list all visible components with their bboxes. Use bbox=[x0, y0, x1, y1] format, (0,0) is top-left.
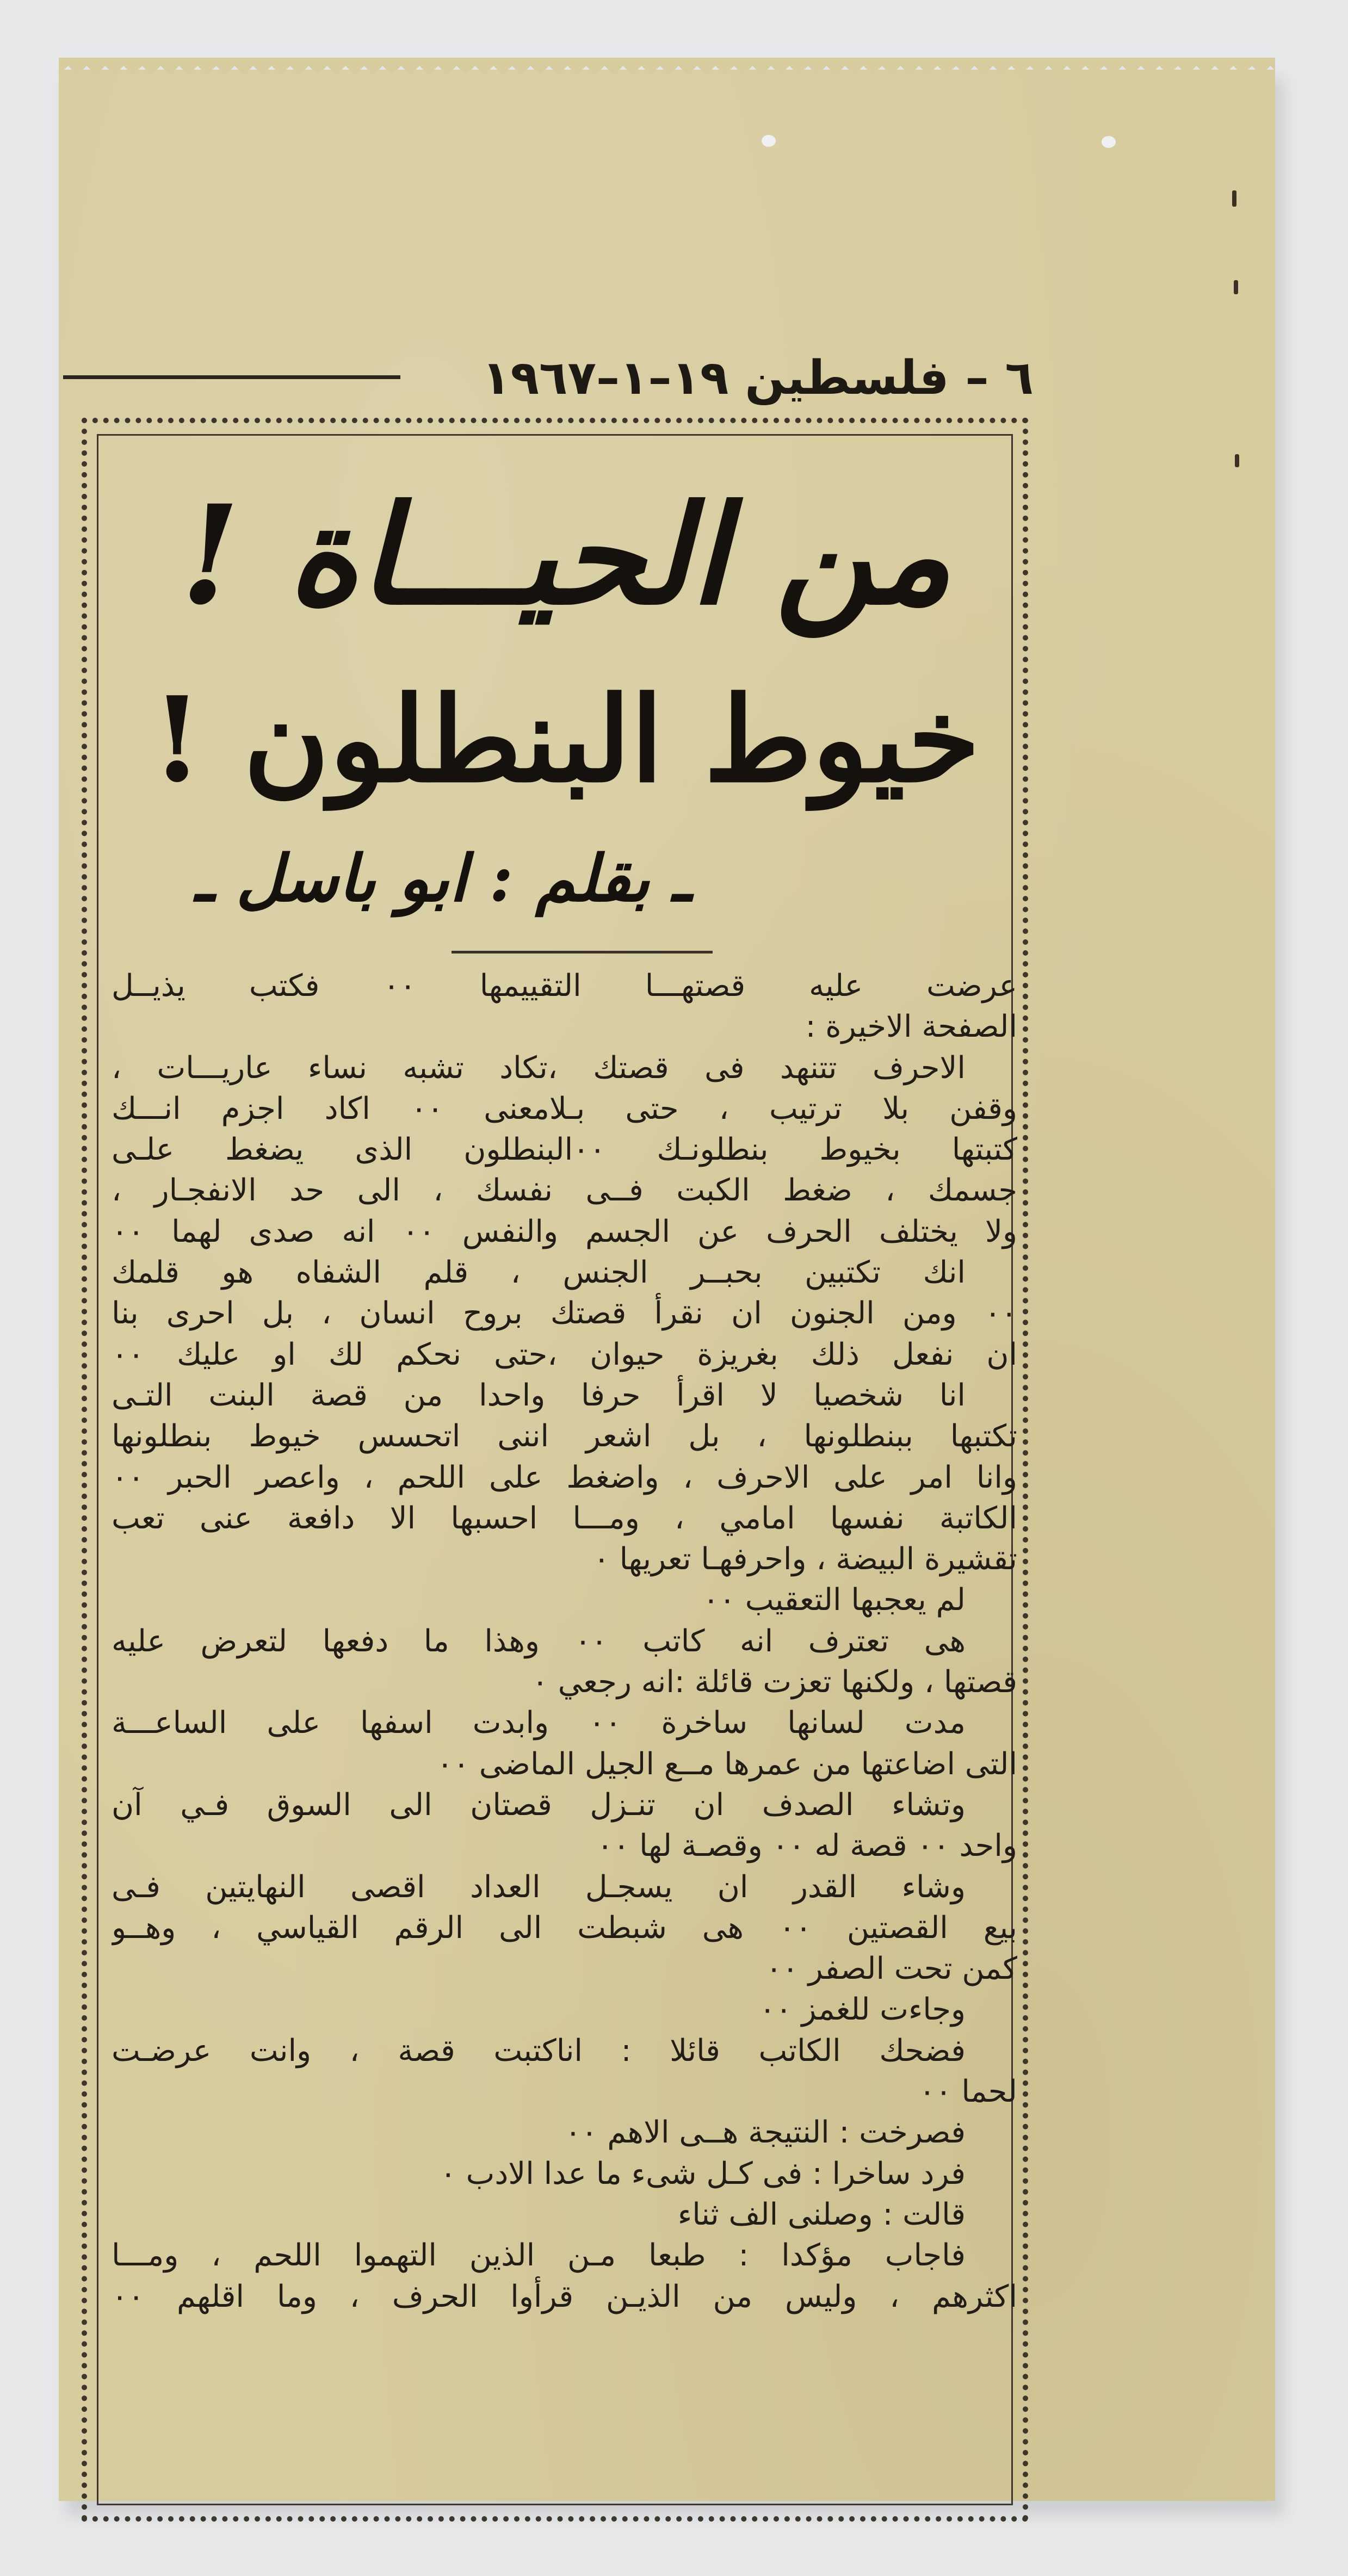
article-line: ٠٠ ومن الجنون ان نقرأ قصتك بروح انسان ، بل احرى بنا bbox=[112, 1296, 1017, 1332]
article-line: تقشيرة البيضة ، واحرفهـا تعريها ٠ bbox=[593, 1541, 1017, 1577]
ink-mark bbox=[1235, 454, 1239, 467]
article-line: فصرخت : النتيجة هــى الاهم ٠٠ bbox=[565, 2115, 966, 2151]
article-line: ولا يختلف الحرف عن الجسم والنفس ٠٠ انه صدى لهما ٠٠ bbox=[112, 1213, 1017, 1249]
article-line: فاجاب مؤكدا : طبعا مـن الذين التهموا اللحم ، ومـــا bbox=[112, 2238, 966, 2274]
article-line: وانا امر على الاحرف ، واضغط على اللحم ، واعصر الحبر ٠٠ bbox=[112, 1459, 1017, 1495]
article-line: التى اضاعتها من عمرها مــع الجيل الماضى ٠٠ bbox=[436, 1746, 1017, 1782]
article-line: فضحك الكاتب قائلا : اناكتبت قصة ، وانت عرضـت bbox=[112, 2033, 966, 2069]
article-line: وقفن بلا ترتيب ، حتى بـلامعنى ٠٠ اكاد اجزم انـــك bbox=[112, 1091, 1017, 1126]
article-line: كتبتها بخيوط بنطلونـك ٠٠البنطلون الذى يضغط علـى bbox=[112, 1132, 1017, 1168]
article-line: قالت : وصلنى الف ثناء bbox=[677, 2196, 966, 2232]
article-line: اكثرهم ، وليس من الذيـن قرأوا الحرف ، وما اقلهم ٠٠ bbox=[112, 2278, 1017, 2314]
dateline: ٦ – فلسطين ١٩–١–١٩٦٧ bbox=[482, 351, 1034, 405]
dateline-rule bbox=[63, 375, 400, 379]
article-line: بيع القصتين ٠٠ هى شبطت الى الرقم القياسي ، وهــو bbox=[112, 1910, 1017, 1946]
article-line: جسمك ، ضغط الكبت فــى نفسك ، الى حد الانفجـار ، bbox=[112, 1173, 1017, 1209]
headline-primary: من الحيـــاة ! bbox=[180, 475, 951, 635]
article-line: لم يعجبها التعقيب ٠٠ bbox=[702, 1582, 966, 1618]
article-line: مدت لسانها ساخرة ٠٠ وابدت اسفها على الساعـــة bbox=[112, 1705, 966, 1741]
headline-secondary: خيوط البنطلون ! bbox=[151, 671, 980, 808]
article-line: الكاتبة نفسها امامي ، ومـــا احسبها الا دافعة عنى تعب bbox=[112, 1500, 1017, 1536]
punch-hole bbox=[762, 135, 776, 147]
article-line: انا شخصيا لا اقرأ حرفا واحدا من قصة البنت التـى bbox=[112, 1377, 966, 1413]
article-line: ان نفعل ذلك بغريزة حيوان ،حتى نحكم لك او عليك ٠٠ bbox=[112, 1336, 1017, 1372]
article-line: تكتبها ببنطلونها ، بل اشعر اننى اتحسس خيوط بنطلونها bbox=[112, 1419, 1017, 1454]
article-line: وتشاء الصدف ان تنـزل قصتان الى السوق فـي آن bbox=[112, 1787, 966, 1823]
article-line: الصفحة الاخيرة : bbox=[805, 1009, 1017, 1045]
ink-mark bbox=[1234, 280, 1238, 294]
article-body bbox=[112, 965, 1017, 2317]
byline: ـ بقلم : ابو باسل ـ bbox=[195, 840, 691, 916]
article-line: الاحرف تتنهد فى قصتك ،تكاد تشبه نساء عاريـــات ، bbox=[112, 1050, 966, 1086]
article-line: هى تعترف انه كاتب ٠٠ وهذا ما دفعها لتعرض عليه bbox=[112, 1623, 966, 1659]
article-line: فرد ساخرا : فى كـل شىء ما عدا الادب ٠ bbox=[440, 2156, 966, 2191]
punch-hole bbox=[1102, 136, 1116, 148]
article-line: قصتها ، ولكنها تعزت قائلة :انه رجعي ٠ bbox=[531, 1664, 1017, 1700]
article-line: عرضت عليه قصتهـــا التقييمها ٠٠ فكتب يذيــل bbox=[112, 968, 1017, 1004]
ink-mark bbox=[1232, 190, 1236, 207]
byline-rule bbox=[452, 951, 713, 953]
torn-edge bbox=[59, 58, 1275, 74]
article-line: كمن تحت الصفر ٠٠ bbox=[765, 1951, 1017, 1987]
article-line: لحما ٠٠ bbox=[919, 2074, 1017, 2110]
article-line: وجاءت للغمز ٠٠ bbox=[759, 1992, 966, 2028]
article-line: واحد ٠٠ قصة له ٠٠ وقصـة لها ٠٠ bbox=[597, 1828, 1017, 1864]
article-line: انك تكتبين بحبــر الجنس ، قلم الشفاه هو قلمك bbox=[112, 1255, 966, 1291]
article-line: وشاء القدر ان يسجـل العداد اقصى النهايتين فـى bbox=[112, 1869, 966, 1905]
